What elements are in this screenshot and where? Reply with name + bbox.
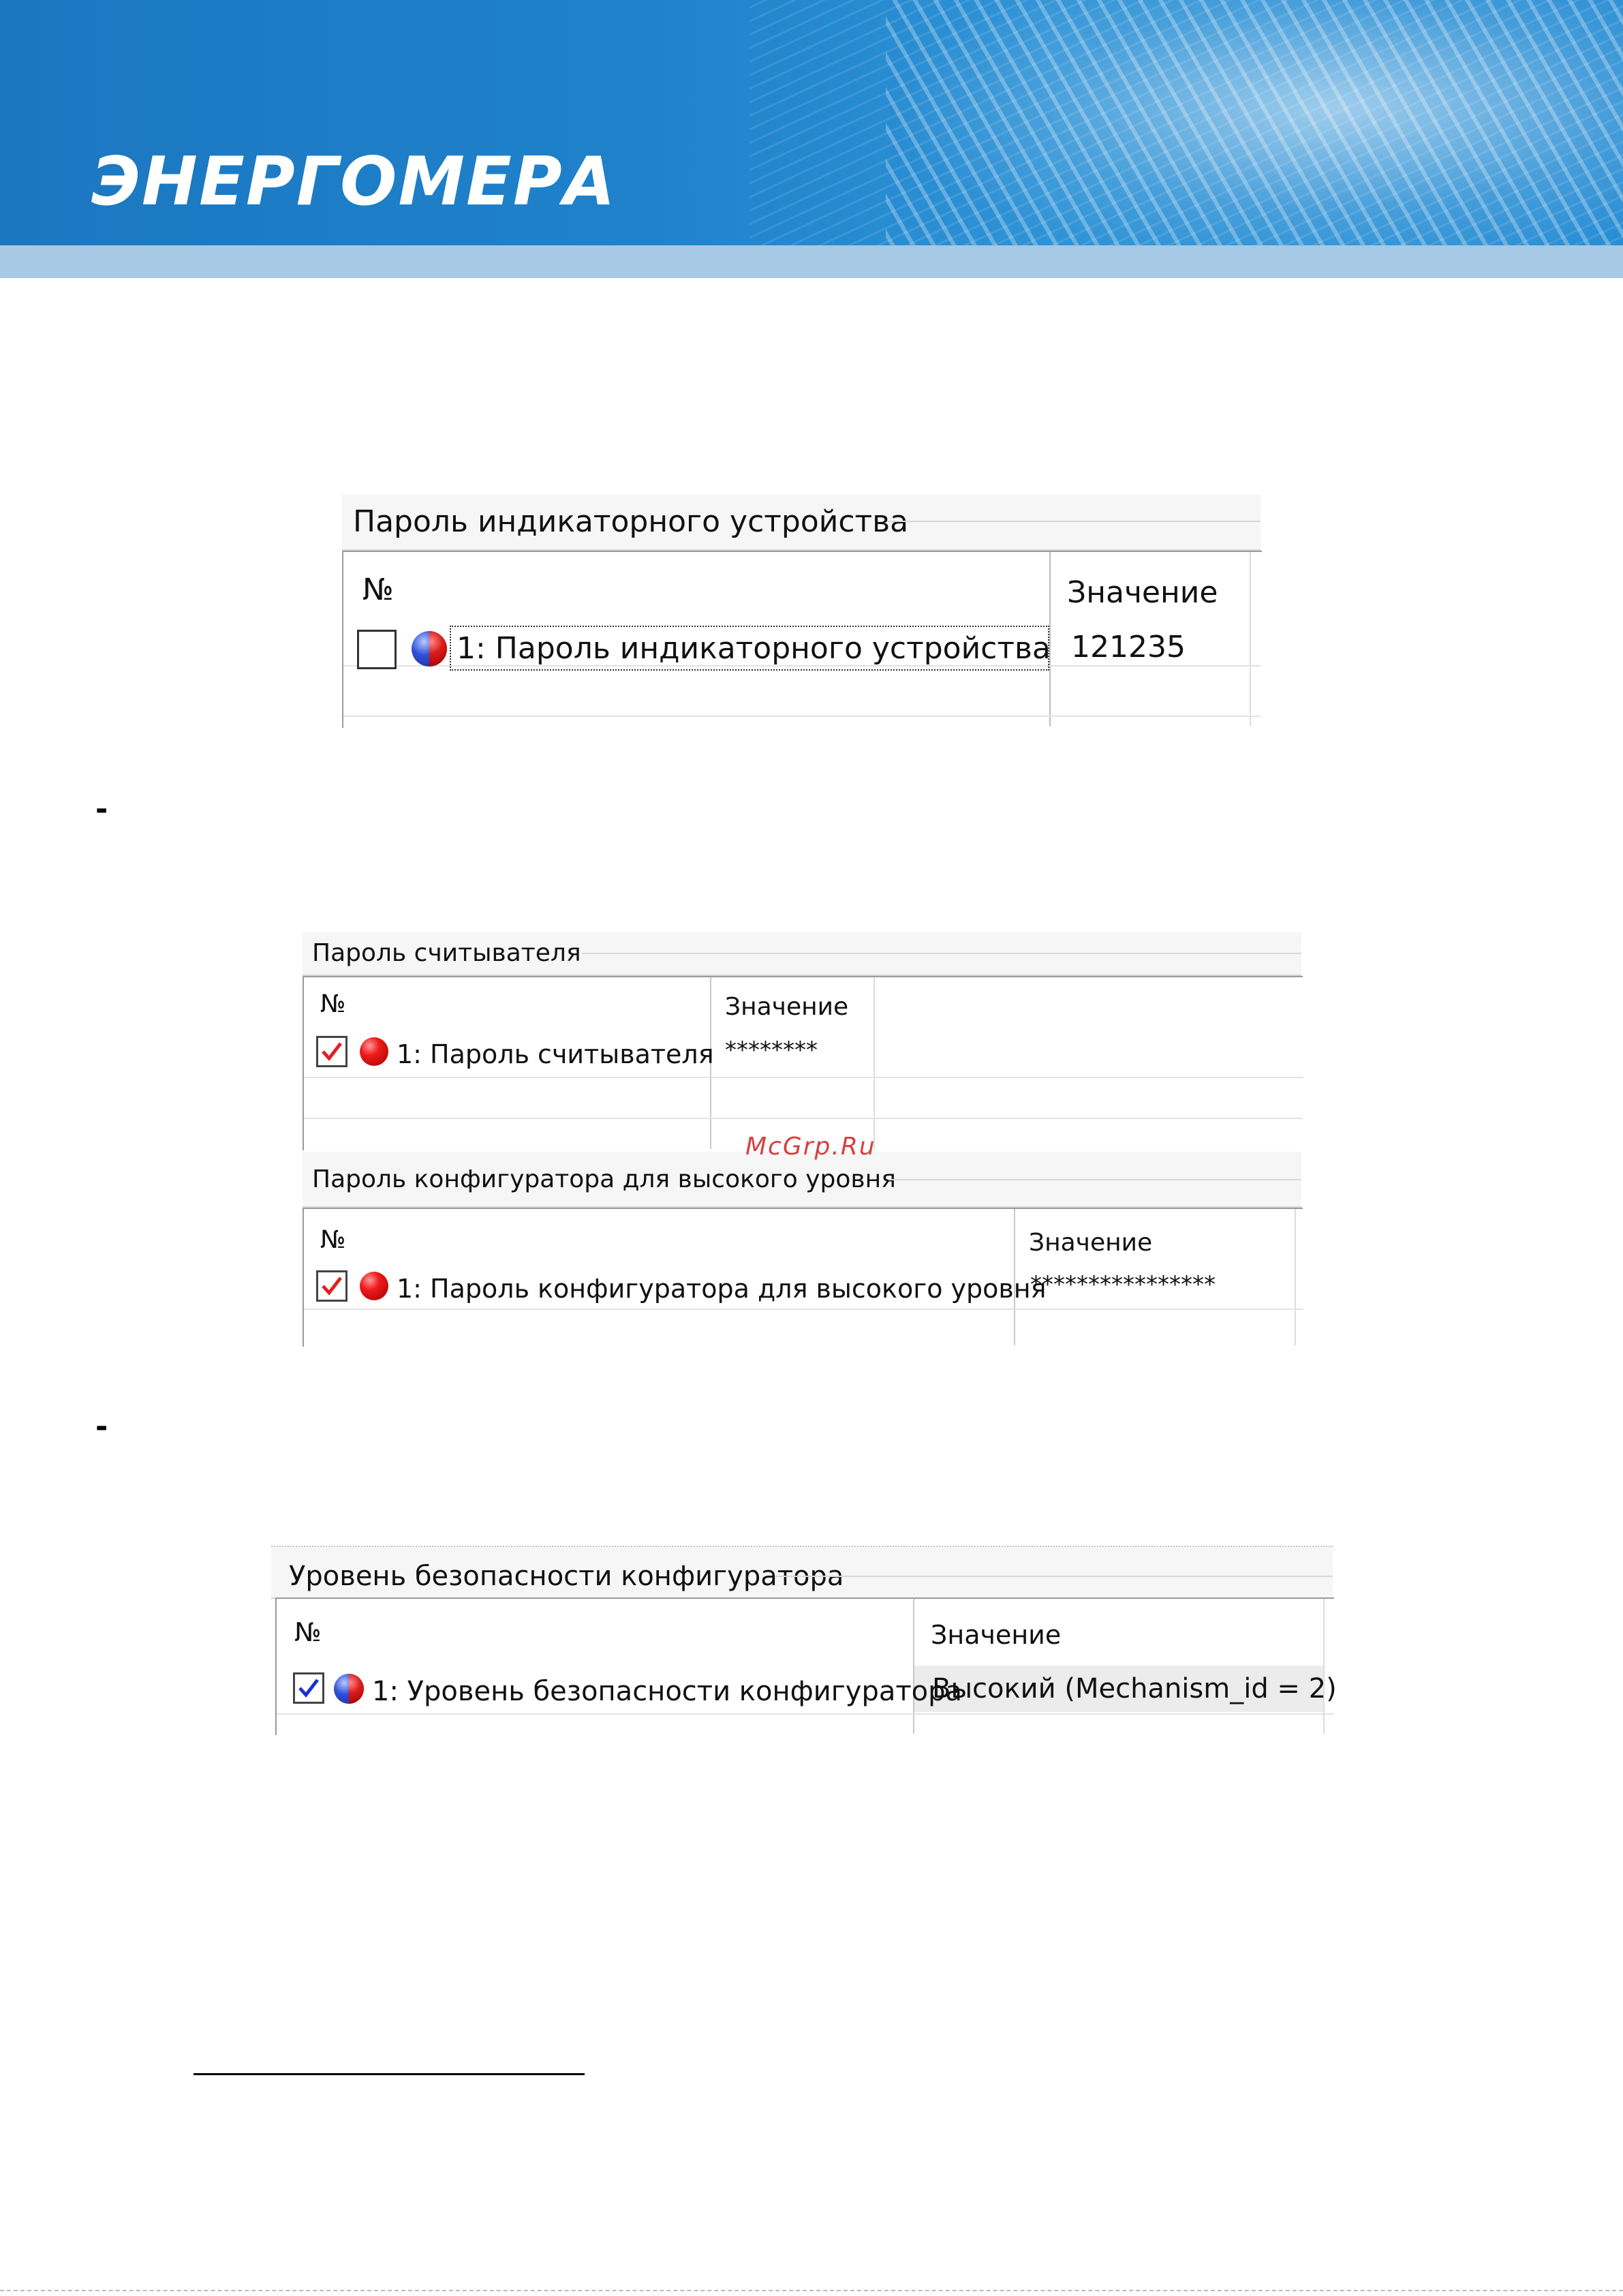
company-logo: ЭНЕРГОМЕРА bbox=[91, 143, 617, 221]
checkbox-icon[interactable] bbox=[293, 1672, 324, 1704]
row-divider bbox=[304, 1118, 1303, 1119]
panel-indicator-password bbox=[342, 495, 1261, 726]
footnote-separator bbox=[194, 2073, 585, 2075]
column-divider bbox=[1295, 1209, 1296, 1345]
panel-title: Пароль конфигуратора для высокого уровня bbox=[312, 1165, 901, 1193]
row-value[interactable]: **************** bbox=[1030, 1271, 1216, 1298]
panel-title: Уровень безопасности конфигуратора bbox=[289, 1561, 849, 1592]
status-ball-icon bbox=[360, 1272, 388, 1300]
panel-configurator-high-password bbox=[303, 1152, 1301, 1345]
status-ball-icon bbox=[334, 1674, 364, 1704]
row-label[interactable]: 1: Уровень безопасности конфигуратора bbox=[372, 1676, 963, 1707]
banner-glow-decoration bbox=[886, 0, 1623, 245]
row-label[interactable]: 1: Пароль конфигуратора для высокого уровня bbox=[397, 1274, 1047, 1304]
page-bottom-rule bbox=[0, 2290, 1623, 2291]
list-dash: - bbox=[95, 792, 108, 827]
property-grid bbox=[303, 976, 1303, 1150]
column-header-no[interactable]: № bbox=[294, 1617, 322, 1647]
panel-legend bbox=[342, 495, 1261, 551]
row-divider bbox=[277, 1713, 1334, 1715]
legend-divider bbox=[582, 953, 1301, 954]
row-label[interactable]: 1: Пароль считывателя bbox=[397, 1039, 714, 1069]
panel-security-level bbox=[271, 1546, 1337, 1734]
watermark: McGrp.Ru bbox=[745, 1133, 876, 1161]
property-grid bbox=[342, 551, 1262, 728]
checkbox-icon[interactable] bbox=[316, 1270, 347, 1302]
row-value[interactable]: Высокий (Mechanism_id = 2) bbox=[932, 1673, 1337, 1704]
legend-divider bbox=[888, 1179, 1301, 1180]
banner-strip bbox=[0, 245, 1623, 278]
panel-reader-password bbox=[303, 932, 1301, 1149]
panel-title: Пароль индикаторного устройства bbox=[353, 504, 914, 539]
legend-divider bbox=[775, 1576, 1333, 1577]
row-value[interactable]: 121235 bbox=[1071, 630, 1186, 664]
column-header-no[interactable]: № bbox=[362, 572, 394, 607]
panel-legend bbox=[271, 1546, 1333, 1599]
checkbox-icon[interactable] bbox=[357, 630, 397, 669]
status-ball-icon bbox=[360, 1037, 388, 1066]
column-header-value[interactable]: Значение bbox=[1067, 575, 1218, 610]
legend-divider bbox=[887, 521, 1261, 522]
column-divider bbox=[1250, 552, 1251, 726]
row-divider bbox=[304, 1077, 1303, 1078]
row-divider bbox=[304, 1308, 1303, 1310]
panel-legend bbox=[303, 932, 1301, 976]
column-header-value[interactable]: Значение bbox=[931, 1620, 1062, 1650]
column-header-no[interactable]: № bbox=[320, 1226, 346, 1254]
row-divider bbox=[343, 716, 1261, 717]
status-ball-icon bbox=[412, 631, 447, 667]
column-header-no[interactable]: № bbox=[320, 990, 346, 1018]
column-header-value[interactable]: Значение bbox=[1029, 1229, 1153, 1257]
column-header-value[interactable]: Значение bbox=[725, 993, 849, 1021]
panel-title: Пароль считывателя bbox=[312, 939, 587, 967]
header-banner bbox=[0, 0, 1623, 245]
property-grid bbox=[303, 1208, 1303, 1347]
row-label[interactable]: 1: Пароль индикаторного устройства bbox=[457, 631, 1051, 666]
column-divider bbox=[874, 977, 875, 1149]
list-dash: - bbox=[95, 1409, 108, 1444]
row-value[interactable]: ******** bbox=[725, 1037, 818, 1064]
checkbox-icon[interactable] bbox=[316, 1036, 347, 1067]
property-grid bbox=[275, 1597, 1337, 1735]
